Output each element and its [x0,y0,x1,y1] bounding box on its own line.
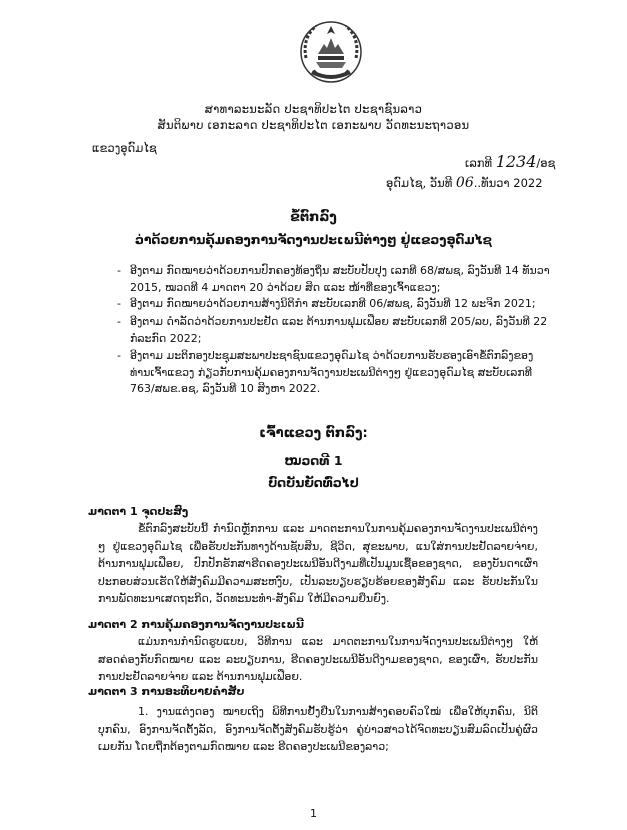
document-type: ຂໍ້ຕົກລົງ [290,210,337,225]
article-heading: ມາດຕາ 3 ການອະທິບາຍຄຳສັບ [88,685,245,698]
issuing-authority: ແຂວງອຸດົມໄຊ [92,141,157,155]
document-number-value: 1234 [495,152,537,171]
reference-item: - ອີງຕາມ ມະຕິກອງປະຊຸມສະພາປະຊາຊົນແຂວງອຸດົມໄຊ ວ່າດ້ວຍການຮັບຮອງເອົາຂໍ້ຕົກລົງຂອງທ່ານເຈົ້າແຂວງ ກ່ຽວກັບການຄຸ້ມຄອງການຈັດງານປະເພນີຕ່າງໆ ຢູ່ແຂວງອຸດົມໄຊ ສະບັບເລກທີ 763/ສພຂ.ອຊ, ລົງວັນທີ 10 ສິງຫາ 2022. [117,349,534,395]
document-number [465,152,555,171]
article-heading: ມາດຕາ 2 ການຄຸ້ມຄອງການຈັດງານປະເພນີ [88,618,304,631]
lao-national-emblem-icon [298,18,364,86]
article-text: ແມ່ນການກຳນົດຮູບແບບ, ວິທີການ ແລະ ມາດຕະການໃນການຈັດງານປະເພນີຕ່າງໆ ໃຫ້ສອດຄ່ອງກັບກົດໝາຍ ແລະ ລະບຽບການ, ຮີດຄອງປະເພນີອັນດີງາມຂອງຊາດ, ຂອງເຜົ່າ, ຮັບປະກັນການປະຢັດລາຍຈ່າຍ ແລະ ຕ້ານການຟຸມເຟືອຍ. [98,635,538,683]
decides-heading: ເຈົ້າແຂວງ ຕົກລົງ: [259,426,368,441]
reference-item: - ອີງຕາມ ດຳລັດວ່າດ້ວຍການປະຢັດ ແລະ ຕ້ານການຟຸມເຟືອຍ ສະບັບເລກທີ 205/ລບ, ລົງວັນທີ 22 ກໍລະກົດ 2022; [117,315,548,345]
header-line-1: ສາທາລະນະລັດ ປະຊາທິປະໄຕ ປະຊາຊົນລາວ [204,102,423,116]
document-number-label: ເລກທີ [465,156,493,170]
date-day: 06 [455,175,474,191]
article-text: ຂໍ້ຕົກລົງສະບັບນີ້ ກຳນົດຫຼັກການ ແລະ ມາດຕະການໃນການຄຸ້ມຄອງການຈັດງານປະເພນີຕ່າງໆ ຢູ່ແຂວງອຸດົມໄຊ ເພື່ອຮັບປະກັນທາງດ້ານຊັບສິນ, ຊີວິດ, ສຸຂະພາບ, ແນໃສ່ການປະຢັດລາຍຈ່າຍ, ຕ້ານການຟຸມເຟືອຍ, ປົກປັກຮັກສາຮີດຄອງປະເພນີອັນດີງາມທີ່ເປັນມູນເຊື້ອຂອງຊາດ, ຂອງບັນດາເຜົ່າ ປະກອບສ່ວນເຮັດໃຫ້ສັງຄົມມີຄວາມສະຫງົບ, ເປັນລະບຽບຮຽບຮ້ອຍຂອງສັງຄົມ ແລະ ຮັບປະກັນໃນການພັດທະນາເສດຖະກິດ, ວັດທະນະທຳ-ສັງຄົມ ໃຫ້ມີຄວາມຍືນຍົງ. [98,522,538,605]
header-line-2: ສັນຕິພາບ ເອກະລາດ ປະຊາທິປະໄຕ ເອກະພາບ ວັດທະນະຖາວອນ [157,118,470,132]
date-line [386,175,543,191]
reference-item: - ອີງຕາມ ກົດໝາຍວ່າດ້ວຍການປົກຄອງທ້ອງຖິ່ນ ສະບັບປັບປຸງ ເລກທີ 68/ສພຊ, ລົງວັນທີ 14 ທັນວາ 2015, ໝວດທີ 4 ມາດຕາ 20 ວ່າດ້ວຍ ສິດ ແລະ ໜ້າທີ່ຂອງເຈົ້າແຂວງ; [117,264,550,294]
chapter-title: ບົດບັນຍັດທົ່ວໄປ [268,475,359,490]
reference-item: - ອີງຕາມ ກົດໝາຍວ່າດ້ວຍການສ້າງນິຕິກຳ ສະບັບເລກທີ 06/ສພຊ, ລົງວັນທີ 12 ພະຈິກ 2021; [117,297,536,310]
chapter-number: ໝວດທີ 1 [284,453,343,468]
page-number: 1 [310,807,317,820]
document-number-suffix: /ອຊ [536,156,556,170]
date-rest: ..ທັນວາ 2022 [473,176,543,190]
date-prefix: ອຸດົມໄຊ, ວັນທີ [386,176,453,190]
document-title: ວ່າດ້ວຍການຄຸ້ມຄອງການຈັດງານປະເພນີຕ່າງໆ ຢູ່ແຂວງອຸດົມໄຊ [135,232,492,247]
article-heading: ມາດຕາ 1 ຈຸດປະສົງ [88,505,189,518]
article-text: 1. ງານແຕ່ງດອງ ໝາຍເຖິງ ພິທີການຢັ້ງຢືນໃນການສ້າງຄອບຄົວໃໝ່ ເພື່ອໃຫ້ບຸກຄົນ, ນິຕິບຸກຄົນ, ອົງການຈັດຕັ້ງລັດ, ອົງການຈັດຕັ້ງສັງຄົມຮັບຮູ້ວ່າ ຄູ່ບ່າວສາວໄດ້ຈົດທະບຽນສົມລົດເປັນຄູ່ຜົວເມຍກັນ ໂດຍຖືກຕ້ອງຕາມກົດໝາຍ ແລະ ຮີດຄອງປະເພນີຂອງລາວ; [98,705,538,753]
